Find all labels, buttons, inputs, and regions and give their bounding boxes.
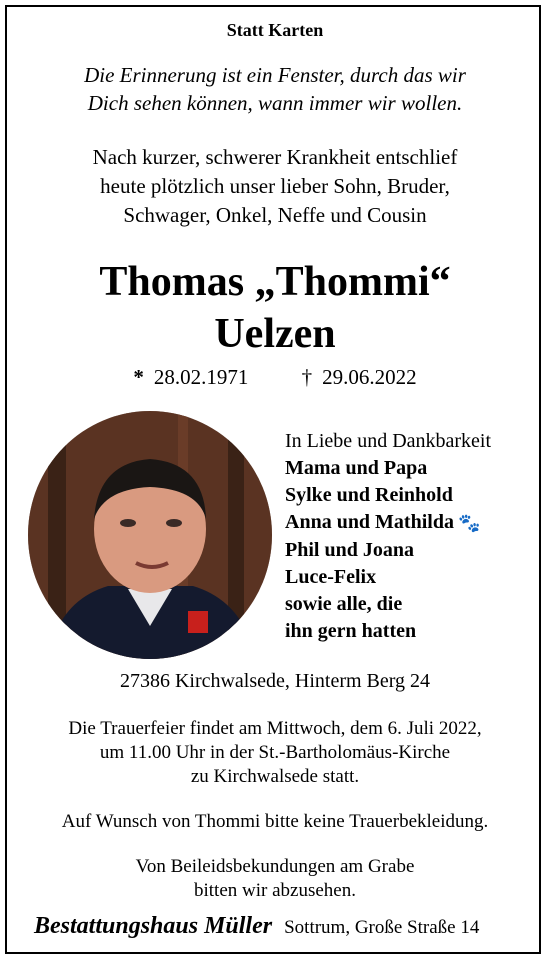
intro-line: Schwager, Onkel, Neffe und Cousin (123, 203, 427, 227)
intro-line: Nach kurzer, schwerer Krankheit entschlief (92, 145, 458, 169)
death-date: 29.06.2022 (322, 365, 417, 389)
condolence-note (0, 855, 550, 903)
quote-line: Die Erinnerung ist ein Fenster, durch das wir (84, 63, 466, 87)
funeral-home-address: Sottrum, Große Straße 14 (284, 917, 480, 938)
intro-line: heute plötzlich unser lieber Sohn, Bruder, (100, 174, 450, 198)
quote (0, 61, 550, 117)
funeral-info (0, 717, 550, 789)
deceased-surname: Uelzen (214, 311, 336, 357)
header-text: Statt Karten (226, 20, 324, 40)
condolence-line: bitten wir abzusehen. (194, 880, 356, 901)
dress-wish: Auf Wunsch von Thommi bitte keine Trauerbekleidung. (61, 811, 489, 832)
mourners-list (285, 428, 491, 645)
mourner-name: Mama und Papa (285, 457, 428, 479)
portrait-photo (22, 405, 278, 665)
intro-text (0, 143, 550, 230)
death-cross-icon: † (301, 365, 313, 389)
mourners-intro: In Liebe und Dankbarkeit (285, 430, 492, 452)
funeral-line: Die Trauerfeier findet am Mittwoch, dem 6. Juli 2022, (68, 718, 482, 739)
quote-line: Dich sehen können, wann immer wir wollen. (87, 91, 463, 115)
mourner-name (285, 509, 491, 537)
portrait-illustration (28, 411, 272, 659)
birth-date: 28.02.1971 (153, 365, 249, 389)
mourner-name: Sylke und Reinhold (285, 484, 453, 506)
funeral-home (34, 913, 524, 940)
life-dates (0, 365, 550, 390)
mourner-name: ihn gern hatten (285, 619, 417, 642)
funeral-line: zu Kirchwalsede statt. (190, 766, 360, 787)
deceased-name: Thomas „Thommi“ (99, 259, 451, 305)
mourner-name: sowie alle, die (285, 592, 403, 615)
funeral-home-name: Bestattungshaus Müller (34, 913, 273, 939)
funeral-line: um 11.00 Uhr in der St.-Bartholomäus-Kirche (99, 742, 451, 763)
mourner-name: Phil und Joana (285, 538, 414, 561)
condolence-line: Von Beileidsbekundungen am Grabe (135, 856, 415, 877)
family-address: 27386 Kirchwalsede, Hinterm Berg 24 (119, 670, 431, 692)
mourner-name: Luce-Felix (285, 565, 377, 588)
mourner-name-text: Anna und Mathilda (285, 511, 454, 533)
portrait-circle (28, 411, 272, 659)
paw-icon: 🐾 (457, 512, 481, 533)
birth-star-icon: * (133, 365, 144, 389)
